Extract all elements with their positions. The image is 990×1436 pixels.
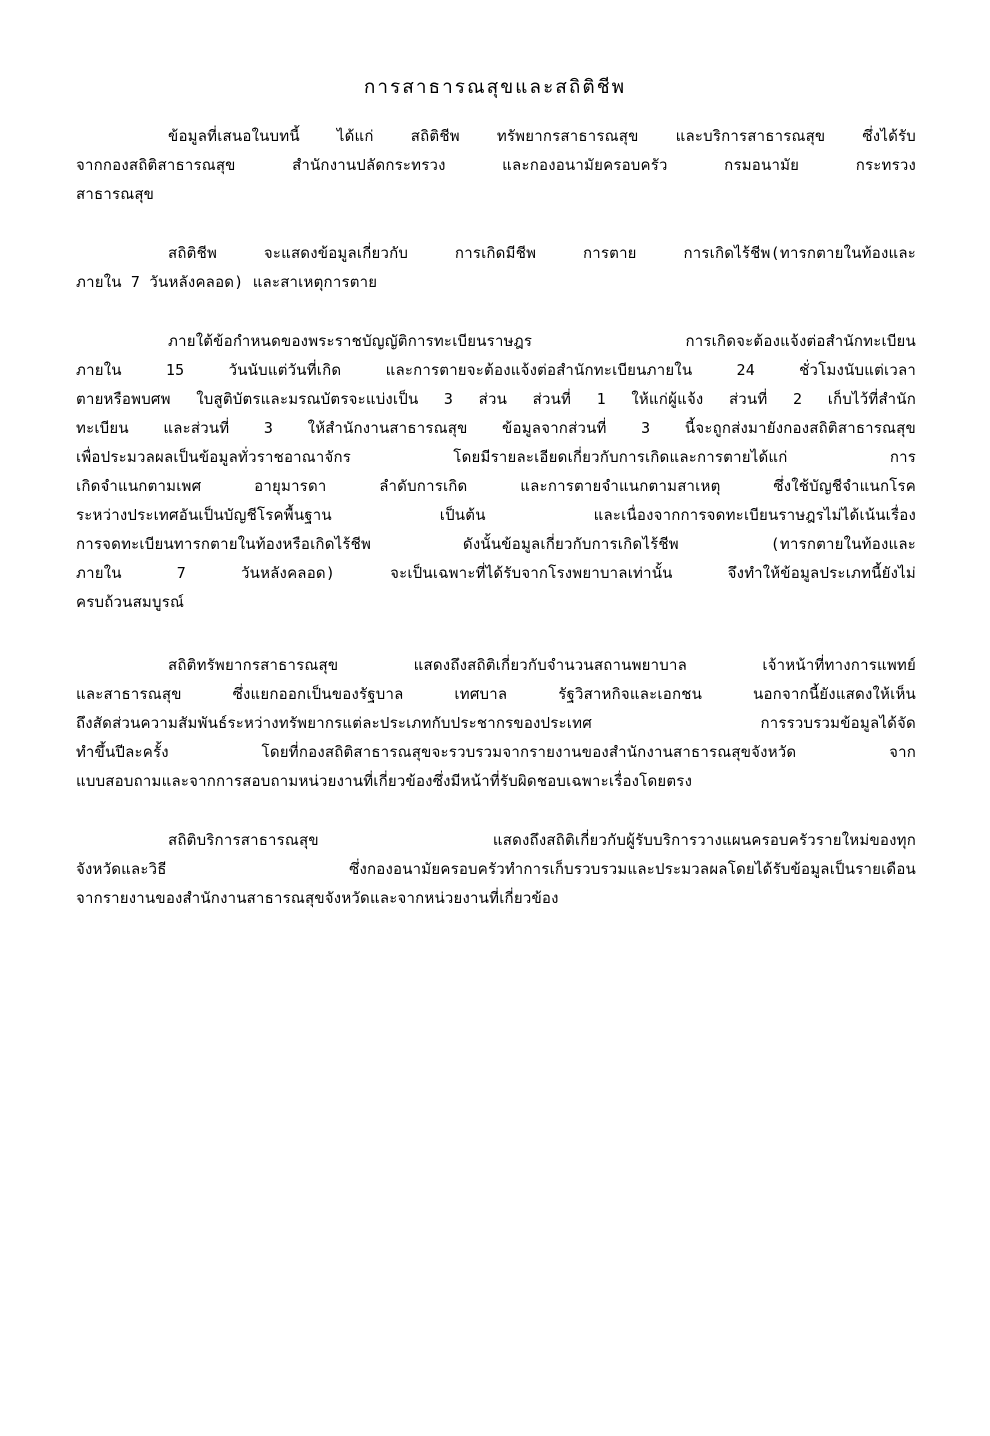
paragraph-line: ภายใต้ข้อกำหนดของพระราชบัญญัติการทะเบียนราษฎร การเกิดจะต้องแจ้งต่อสำนักทะเบียน (168, 332, 916, 350)
paragraph-line: สถิติบริการสาธารณสุข แสดงถึงสถิติเกี่ยวกับผู้รับบริการวางแผนครอบครัวรายใหม่ของทุก (168, 831, 916, 849)
document-body (76, 122, 916, 941)
paragraph-line: ครบถ้วนสมบูรณ์ (76, 593, 185, 611)
paragraph-line: เกิดจำแนกตามเพศ อายุมารดา ลำดับการเกิด และการตายจำแนกตามสาเหตุ ซึ่งใช้บัญชีจำแนกโรค (76, 477, 916, 495)
paragraph-line: ถึงสัดส่วนความสัมพันธ์ระหว่างทรัพยากรแต่ละประเภทกับประชากรของประเทศ การรวบรวมข้อมูลได้จัด (76, 714, 916, 732)
paragraph-vital-statistics (76, 239, 916, 297)
paragraph-line: สาธารณสุข (76, 185, 155, 203)
paragraph-intro (76, 122, 916, 209)
paragraph-line: ภายใน 7 วันหลังคลอด) และสาเหตุการตาย (76, 273, 378, 291)
paragraph-line: แบบสอบถามและจากการสอบถามหน่วยงานที่เกี่ยวข้องซึ่งมีหน้าที่รับผิดชอบเฉพาะเรื่องโดยตรง (76, 772, 693, 790)
paragraph-registration (76, 327, 916, 617)
paragraph-line: ภายใน 7 วันหลังคลอด) จะเป็นเฉพาะที่ได้รับจากโรงพยาบาลเท่านั้น จึงทำให้ข้อมูลประเภทนี้ยังไม่ (76, 564, 916, 582)
paragraph-line: ภายใน 15 วันนับแต่วันที่เกิด และการตายจะต้องแจ้งต่อสำนักทะเบียนภายใน 24 ชั่วโมงนับแต่เวลา (76, 361, 916, 379)
paragraph-line: การจดทะเบียนทารกตายในท้องหรือเกิดไร้ชีพ ดังนั้นข้อมูลเกี่ยวกับการเกิดไร้ชีพ (ทารกตายในท้องและ (76, 535, 916, 553)
paragraph-line: สถิติชีพ จะแสดงข้อมูลเกี่ยวกับ การเกิดมีชีพ การตาย การเกิดไร้ชีพ(ทารกตายในท้องและ (168, 244, 916, 262)
paragraph-health-services (76, 826, 916, 913)
page-title: การสาธารณสุขและสถิติชีพ (363, 76, 627, 98)
paragraph-line: ข้อมูลที่เสนอในบทนี้ ได้แก่ สถิติชีพ ทรัพยากรสาธารณสุข และบริการสาธารณสุข ซึ่งได้รับ (168, 127, 916, 145)
paragraph-line: ทะเบียน และส่วนที่ 3 ให้สำนักงานสาธารณสุข ข้อมูลจากส่วนที่ 3 นี้จะถูกส่งมายังกองสถิติสาธารณสุข (76, 419, 916, 437)
paragraph-line: จากรายงานของสำนักงานสาธารณสุขจังหวัดและจากหน่วยงานที่เกี่ยวข้อง (76, 889, 559, 907)
paragraph-line: ทำขึ้นปีละครั้ง โดยที่กองสถิติสาธารณสุขจะรวบรวมจากรายงานของสำนักงานสาธารณสุขจังหวัด จาก (76, 743, 916, 761)
paragraph-line: ตายหรือพบศพ ใบสูติบัตรและมรณบัตรจะแบ่งเป็น 3 ส่วน ส่วนที่ 1 ให้แก่ผู้แจ้ง ส่วนที่ 2 เก็บไว้ที่สำนัก (76, 390, 916, 408)
paragraph-line: สถิติทรัพยากรสาธารณสุข แสดงถึงสถิติเกี่ยวกับจำนวนสถานพยาบาล เจ้าหน้าที่ทางการแพทย์ (168, 656, 916, 674)
paragraph-line: และสาธารณสุข ซึ่งแยกออกเป็นของรัฐบาล เทศบาล รัฐวิสาหกิจและเอกชน นอกจากนี้ยังแสดงให้เห็น (76, 685, 916, 703)
paragraph-line: ระหว่างประเทศอันเป็นบัญชีโรคพื้นฐาน เป็นต้น และเนื่องจากการจดทะเบียนราษฎรไม่ได้เน้นเรื่อง (76, 506, 916, 524)
paragraph-health-resources (76, 651, 916, 796)
paragraph-line: จังหวัดและวิธี ซึ่งกองอนามัยครอบครัวทำการเก็บรวบรวมและประมวลผลโดยได้รับข้อมูลเป็นรายเดือน (76, 860, 916, 878)
paragraph-line: เพื่อประมวลผลเป็นข้อมูลทั่วราชอาณาจักร โดยมีรายละเอียดเกี่ยวกับการเกิดและการตายได้แก่ การ (76, 448, 916, 466)
paragraph-line: จากกองสถิติสาธารณสุข สำนักงานปลัดกระทรวง และกองอนามัยครอบครัว กรมอนามัย กระทรวง (76, 156, 916, 174)
